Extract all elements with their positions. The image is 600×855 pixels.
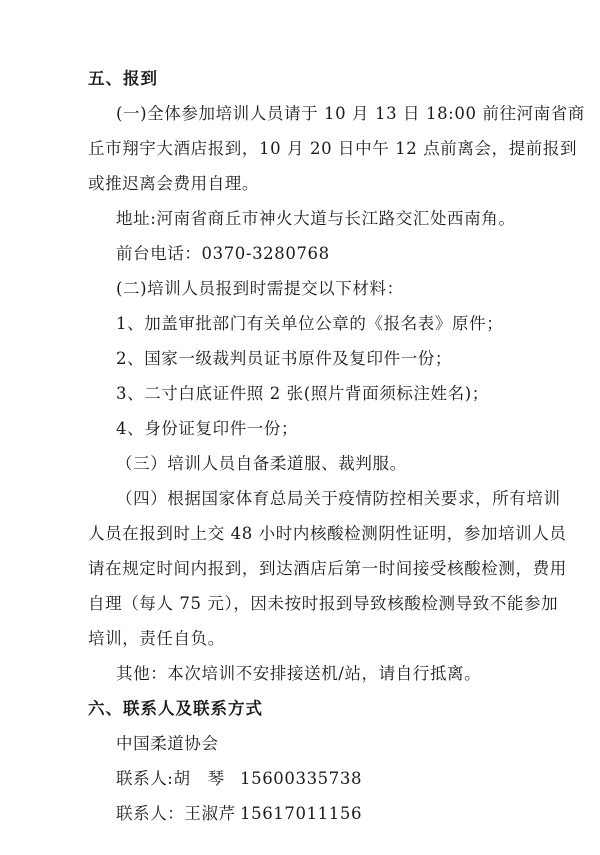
contact-name-2: 联系人：王淑芹 [116, 804, 236, 823]
address-line: 地址:河南省商丘市神火大道与长江路交汇处西南角。 [116, 209, 516, 228]
material-item-2: 2、国家一级裁判员证书原件及复印件一份； [116, 349, 452, 368]
contact-row-1 [116, 768, 556, 790]
section5-heading: 五、报到 [88, 69, 158, 88]
contact-row-2 [116, 803, 556, 825]
contact-phone-2: 15617011156 [240, 804, 363, 823]
contact-name-1: 联系人:胡 琴 [116, 769, 225, 788]
section5-item4-line4: 自理（每人 75 元），因未按时报到导致核酸检测导致不能参加 [88, 594, 559, 613]
section6-heading: 六、联系人及联系方式 [88, 699, 263, 718]
material-item-1: 1、加盖审批部门有关单位公章的《报名表》原件； [116, 314, 504, 333]
front-desk-phone: 前台电话：0370-3280768 [116, 244, 330, 263]
material-item-3: 3、二寸白底证件照 2 张(照片背面须标注姓名)； [116, 384, 489, 403]
section5-item4-line3: 请在规定时间内报到，到达酒店后第一时间接受核酸检测，费用 [88, 559, 567, 578]
section5-item4-line5: 培训，责任自负。 [88, 629, 225, 648]
other-note: 其他：本次培训不安排接送机/站，请自行抵离。 [116, 664, 482, 683]
section5-item1-line3: 或推迟离会费用自理。 [88, 174, 259, 193]
contact-phone-1: 15600335738 [240, 769, 363, 788]
material-item-4: 4、身份证复印件一份； [116, 419, 299, 438]
section5-item2-title: (二)培训人员报到时需提交以下材料： [116, 279, 404, 298]
organization-name: 中国柔道协会 [116, 734, 219, 753]
section5-item4-line2: 人员在报到时上交 48 小时内核酸检测阴性证明，参加培训人员 [88, 524, 567, 543]
section5-item4-line1: （四）根据国家体育总局关于疫情防控相关要求，所有培训 [116, 489, 561, 508]
section5-item3: （三）培训人员自备柔道服、裁判服。 [116, 454, 407, 473]
section5-item1-line1: (一)全体参加培训人员请于 10 月 13 日 18:00 前往河南省商 [116, 104, 585, 123]
section5-item1-line2: 丘市翔宇大酒店报到，10 月 20 日中午 12 点前离会，提前报到 [88, 139, 578, 158]
